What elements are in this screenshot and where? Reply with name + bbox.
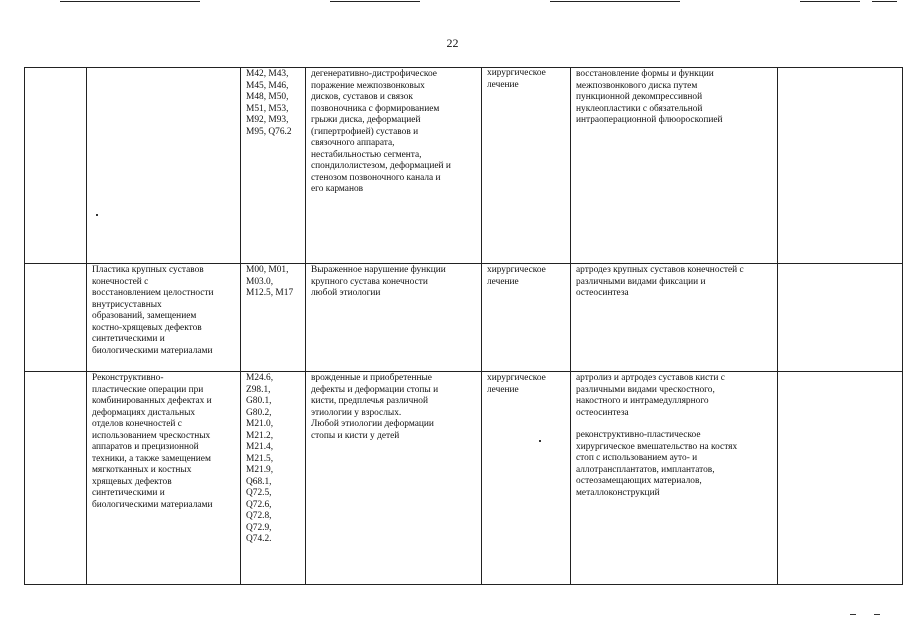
cell-text-line: различными видами фиксации и xyxy=(576,276,706,287)
cell-method xyxy=(571,264,778,372)
cell-text-line: (гипертрофией) суставов и xyxy=(311,126,419,137)
cell-text-line: дефекты и деформации стопы и xyxy=(311,384,439,395)
cell-text-line: артродез крупных суставов конечностей с xyxy=(576,265,744,275)
cell-text-line: M00, M01, xyxy=(246,265,289,275)
table-row xyxy=(25,372,903,585)
cell-codes xyxy=(241,68,306,264)
cell-text-line: крупного сустава конечности xyxy=(311,276,428,287)
cell-text-line: мягкотканных и костных xyxy=(92,465,192,475)
cell-text-line: M48, M50, xyxy=(246,92,289,102)
cell-text-line: любой этиологии xyxy=(311,288,381,298)
scan-artifact-line xyxy=(60,1,200,2)
cell-text-line: хирургическое xyxy=(487,68,546,78)
cell-text-line: межпозвонкового диска путем xyxy=(576,80,698,91)
cell-name xyxy=(87,372,241,585)
cell-text-line: M95, Q76.2 xyxy=(246,126,292,137)
cell-method xyxy=(571,68,778,264)
cell-text-line: врожденные и приобретенные xyxy=(311,373,432,383)
cell-text-line: кисти, предплечья различной xyxy=(311,396,428,406)
cell-text-line: позвоночника с формированием xyxy=(311,103,440,114)
cell-condition xyxy=(306,68,482,264)
cell-text-line: остеозамещающих материалов, xyxy=(576,476,702,486)
scan-speck xyxy=(96,214,98,216)
cell-text-line: дисков, суставов и связок xyxy=(311,92,413,102)
cell-text-line: M21.5, xyxy=(246,453,274,464)
cell-text-line: синтетическими и xyxy=(92,334,165,344)
cell-text-line: стенозом позвоночного канала и xyxy=(311,172,441,183)
cell-treatment xyxy=(482,372,571,585)
cell-text-line: техники, а также замещением xyxy=(92,453,211,464)
cell-text-line: металлоконструкций xyxy=(576,487,660,498)
cell-text-line: деформациях дистальных xyxy=(92,407,196,418)
cell-treatment xyxy=(482,68,571,264)
cell-treatment xyxy=(482,264,571,372)
scan-speck xyxy=(539,440,541,442)
cell-text-line: артролиз и артродез суставов кисти с xyxy=(576,373,725,383)
cell-text-line: Выраженное нарушение функции xyxy=(311,265,446,275)
cell-text-line: биологическими материалами xyxy=(92,345,213,356)
cell-text-line: хрящевых дефектов xyxy=(92,476,172,487)
method-part-1 xyxy=(576,373,774,419)
scan-artifact-line xyxy=(872,1,897,2)
cell-text-line: M21.2, xyxy=(246,430,274,441)
scan-speck xyxy=(850,614,856,615)
cell-text-line: Q72.5, xyxy=(246,488,272,498)
scan-artifact-line xyxy=(800,1,860,2)
treatment-table xyxy=(24,67,903,585)
cell-text-line: синтетическими и xyxy=(92,488,165,498)
cell-text-line: Q72.6, xyxy=(246,499,272,510)
cell-text-line: реконструктивно-пластическое xyxy=(576,430,701,440)
cell-text-line: восстановление формы и функции xyxy=(576,69,714,79)
cell-text-line: Любой этиологии деформации xyxy=(311,419,434,429)
cell-text-line: M24.6, xyxy=(246,373,274,383)
cell-text-line: M21.0, xyxy=(246,419,274,429)
cell-text-line: M42, M43, xyxy=(246,69,289,79)
cell-text-line: конечностей с xyxy=(92,276,149,287)
cell-text-line: стопы и кисти у детей xyxy=(311,430,400,441)
cell-text-line: костно-хрящевых дефектов xyxy=(92,322,202,333)
cell-text-line: различными видами чрескостного, xyxy=(576,384,715,395)
cell-text-line: нуклеопластики с обязательной xyxy=(576,103,703,114)
cell-text-line: хирургическое xyxy=(487,265,546,275)
table-row xyxy=(25,264,903,372)
cell-name xyxy=(87,68,241,264)
cell-text-line: биологическими материалами xyxy=(92,499,213,510)
cell-text-line: аллотрансплантатов, имплантатов, xyxy=(576,464,715,475)
cell-method xyxy=(571,372,778,585)
cell-text-line: G80.2, xyxy=(246,407,272,418)
cell-text-line: пластические операции при xyxy=(92,384,204,395)
cell-text-line: отделов конечностей с xyxy=(92,419,182,429)
cell-text-line: нестабильностью сегмента, xyxy=(311,149,422,160)
cell-extra xyxy=(778,68,903,264)
cell-extra xyxy=(778,372,903,585)
cell-condition xyxy=(306,264,482,372)
cell-condition xyxy=(306,372,482,585)
cell-text-line: дегенеративно-дистрофическое xyxy=(311,69,437,79)
cell-text-line: использованием чрескостных xyxy=(92,430,211,441)
cell-codes xyxy=(241,372,306,585)
cell-text-line: образований, замещением xyxy=(92,311,197,321)
cell-text-line: лечение xyxy=(487,276,519,287)
cell-text-line: лечение xyxy=(487,384,519,395)
table-row xyxy=(25,68,903,264)
cell-text-line: накостного и интрамедуллярного xyxy=(576,396,709,406)
cell-text-line: его карманов xyxy=(311,184,364,194)
cell-text-line: M92, M93, xyxy=(246,115,289,125)
cell-text-line: Пластика крупных суставов xyxy=(92,265,204,275)
cell-text-line: внутрисуставных xyxy=(92,299,162,310)
cell-text-line: M03.0, xyxy=(246,276,274,287)
cell-text-line: M21.4, xyxy=(246,442,274,452)
cell-text-line: M21.9, xyxy=(246,465,274,475)
scan-artifact-line xyxy=(550,1,680,2)
cell-text-line: M12.5, M17 xyxy=(246,288,294,298)
cell-text-line: Q68.1, xyxy=(246,476,272,487)
cell-text-line: стоп с использованием ауто- и xyxy=(576,453,698,463)
cell-text-line: комбинированных дефектах и xyxy=(92,396,212,406)
cell-text-line: восстановлением целостности xyxy=(92,288,214,298)
cell-text-line: Реконструктивно- xyxy=(92,373,164,383)
cell-text-line: лечение xyxy=(487,79,519,90)
cell-text-line: пункционной декомпрессивной xyxy=(576,92,703,102)
scan-artifact-line xyxy=(330,1,420,2)
cell-text-line: M45, M46, xyxy=(246,80,289,91)
cell-text-line: остеосинтеза xyxy=(576,407,629,418)
cell-text-line: этиологии у взрослых. xyxy=(311,407,402,418)
method-part-2 xyxy=(576,430,774,499)
cell-text-line: Q72.8, xyxy=(246,511,272,521)
cell-text-line: грыжи диска, деформацией xyxy=(311,115,421,125)
cell-text-line: Q74.2. xyxy=(246,534,272,544)
page-number: 22 xyxy=(446,36,459,50)
cell-text-line: аппаратов и прецизионной xyxy=(92,442,199,452)
cell-name xyxy=(87,264,241,372)
cell-text-line: спондилолистезом, деформацией и xyxy=(311,161,451,171)
cell-text-line: Z98.1, xyxy=(246,384,271,395)
cell-text-line: остеосинтеза xyxy=(576,288,629,298)
cell-text-line: связочного аппарата, xyxy=(311,138,395,148)
cell-text-line: хирургическое вмешательство на костях xyxy=(576,441,738,452)
cell-text-line: хирургическое xyxy=(487,373,546,383)
cell-text-line: M51, M53, xyxy=(246,103,289,114)
cell-text-line: интраоперационной флюороскопией xyxy=(576,115,723,125)
cell-index xyxy=(25,68,87,264)
cell-index xyxy=(25,264,87,372)
cell-codes xyxy=(241,264,306,372)
cell-extra xyxy=(778,264,903,372)
cell-text-line: G80.1, xyxy=(246,396,272,406)
cell-text-line: поражение межпозвонковых xyxy=(311,80,425,91)
cell-index xyxy=(25,372,87,585)
cell-text-line: Q72.9, xyxy=(246,522,272,533)
scan-speck xyxy=(874,614,880,615)
